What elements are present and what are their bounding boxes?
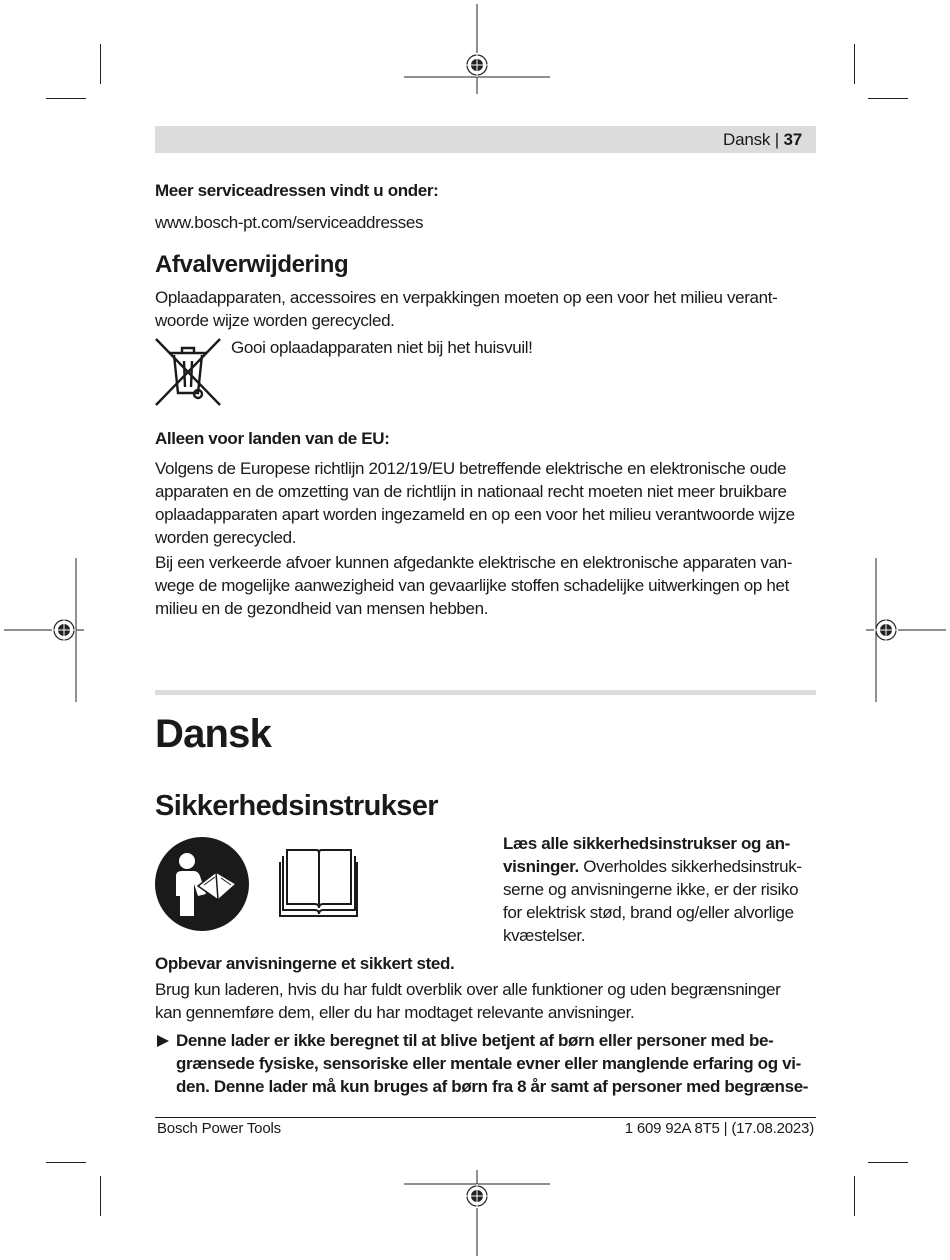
service-url: www.bosch-pt.com/serviceaddresses	[155, 213, 424, 232]
eu-line: oplaadapparaten apart worden ingezameld en op een voor het milieu verantwoorde wijze	[155, 505, 795, 524]
page-header	[723, 130, 802, 150]
read-instructions-line	[503, 832, 790, 855]
registration-mark-icon	[404, 4, 550, 94]
read-instructions-line: kvæstelser.	[503, 926, 586, 945]
read-bold-part: Læs alle sikkerhedsinstrukser og an-	[503, 834, 790, 853]
eu-heading: Alleen voor landen van de EU:	[155, 429, 390, 448]
language-title: Dansk	[155, 712, 272, 756]
section-title: Sikkerhedsinstrukser	[155, 790, 438, 822]
registration-mark-icon	[404, 1170, 550, 1256]
service-heading: Meer serviceadressen vindt u onder:	[155, 181, 439, 200]
open-book-icon	[279, 846, 359, 920]
eu-line: worden gerecycled.	[155, 528, 297, 547]
eu-line: Bij een verkeerde afvoer kunnen afgedankte elektrische en elektronische apparaten van-	[155, 553, 793, 572]
bin-note: Gooi oplaadapparaten niet bij het huisvuil!	[231, 338, 533, 357]
eu-line: apparaten en de omzetting van de richtlijn in nationaal recht moeten niet meer bruikbare	[155, 482, 787, 501]
eu-line: Volgens de Europese richtlijn 2012/19/EU betreffende elektrische en elektronische oude	[155, 459, 787, 478]
eu-line: milieu en de gezondheid van mensen hebben.	[155, 599, 489, 618]
section-divider	[155, 690, 816, 695]
crop-mark	[868, 98, 908, 99]
bullet-triangle-icon	[156, 1034, 170, 1048]
footer-brand: Bosch Power Tools	[157, 1120, 281, 1137]
header-language: Dansk	[723, 130, 771, 149]
disposal-heading: Afvalverwijdering	[155, 251, 349, 278]
header-separator: |	[770, 130, 784, 149]
registration-mark-icon	[866, 558, 946, 702]
keep-heading: Opbevar anvisningerne et sikkert sted.	[155, 954, 455, 973]
use-line: Brug kun laderen, hvis du har fuldt overblik over alle funktioner og uden begrænsninger	[155, 980, 781, 999]
footer-rule	[155, 1117, 816, 1118]
use-line: kan gennemføre dem, eller du har modtaget relevante anvisninger.	[155, 1003, 635, 1022]
crop-mark	[100, 44, 101, 84]
crop-mark	[854, 1176, 855, 1216]
read-instructions-line	[503, 855, 802, 878]
crop-mark	[46, 1162, 86, 1163]
read-instructions-line: for elektrisk stød, brand og/eller alvorlige	[503, 903, 794, 922]
footer-doc-number: 1 609 92A 8T5 | (17.08.2023)	[624, 1120, 814, 1137]
page-number: 37	[783, 130, 802, 149]
read-bold-part: visninger.	[503, 857, 579, 876]
eu-line: wege de mogelijke aanwezigheid van gevaarlijke stoffen schadelijke uitwerkingen op het	[155, 576, 789, 595]
registration-mark-icon	[4, 558, 84, 702]
page-header-bar	[155, 126, 816, 153]
bullet-line: den. Denne lader må kun bruges af børn fra 8 år samt af personer med begrænse-	[176, 1077, 809, 1096]
disposal-para-line: woorde wijze worden gerecycled.	[155, 311, 395, 330]
crop-mark	[100, 1176, 101, 1216]
crop-mark	[46, 98, 86, 99]
bullet-line: Denne lader er ikke beregnet til at blive betjent af børn eller personer med be-	[176, 1031, 774, 1050]
crossed-bin-icon	[154, 337, 222, 407]
read-manual-person-icon	[154, 836, 250, 932]
crop-mark	[868, 1162, 908, 1163]
disposal-para-line: Oplaadapparaten, accessoires en verpakkingen moeten op een voor het milieu verant-	[155, 288, 778, 307]
crop-mark	[854, 44, 855, 84]
read-normal-part: Overholdes sikkerhedsinstruk-	[578, 857, 802, 876]
read-instructions-line: serne og anvisningerne ikke, er der risiko	[503, 880, 799, 899]
bullet-line: grænsede fysiske, sensoriske eller mentale evner eller manglende erfaring og vi-	[176, 1054, 801, 1073]
